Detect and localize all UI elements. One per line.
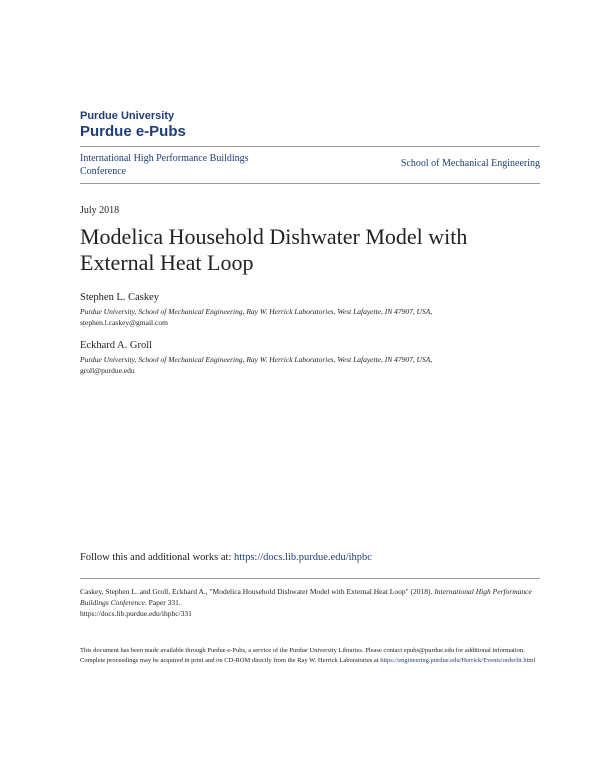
brand-block [80,110,186,140]
author-name: Stephen L. Caskey [80,292,160,303]
author-affiliation: Purdue University, School of Mechanical Engineering, Ray W. Herrick Laboratories, West Lafayette, IN 47907, USA, [80,355,433,364]
collection-links [80,152,540,178]
notes-block [80,646,540,665]
author-name: Eckhard A. Groll [80,340,153,351]
school-link[interactable]: School of Mechanical Engineering [400,158,540,169]
follow-link[interactable]: https://docs.lib.purdue.edu/ihpbc [234,552,372,563]
bottom-divider [80,183,540,184]
repository-name[interactable]: Purdue e-Pubs [80,123,186,140]
proceedings-text: Complete proceedings may be acquired in print and on CD-ROM directly from the Ray W. Herrick Laboratories at [80,656,381,664]
citation-url[interactable]: https://docs.lib.purdue.edu/ihpbc/331 [80,609,192,618]
author-email: groll@purdue.edu [80,366,135,375]
top-divider [80,146,540,147]
citation-paper: . Paper 331. [144,598,181,607]
author-affiliation: Purdue University, School of Mechanical Engineering, Ray W. Herrick Laboratories, West Lafayette, IN 47907, USA, [80,307,433,316]
publication-date: July 2018 [80,205,120,216]
proceedings-link[interactable]: https://engineering.purdue.edu/Herrick/Events/orderlit.html [380,656,536,664]
citation-divider [80,578,540,579]
author-block [80,340,540,376]
author-block [80,292,540,328]
citation-block [80,586,540,619]
institution-name: Purdue University [80,110,175,122]
follow-line [80,552,372,563]
author-email: stephen.l.caskey@gmail.com [80,318,168,327]
citation-venue: International High Performance Buildings Conference [80,587,532,607]
follow-text: Follow this and additional works at: [80,552,234,563]
proceedings-note [80,656,540,666]
conference-link[interactable]: International High Performance Buildings Conference [80,153,249,177]
citation-lead: Caskey, Stephen L. and Groll, Eckhard A., "Modelica Household Dishwater Model with External Heat Loop" (2018). [80,587,435,596]
paper-title: Modelica Household Dishwater Model with External Heat Loop [80,224,468,275]
availability-note: This document has been made available through Purdue e-Pubs, a service of the Purdue University Libraries. Please contact epubs@purdue.edu for additional information. [80,647,525,654]
